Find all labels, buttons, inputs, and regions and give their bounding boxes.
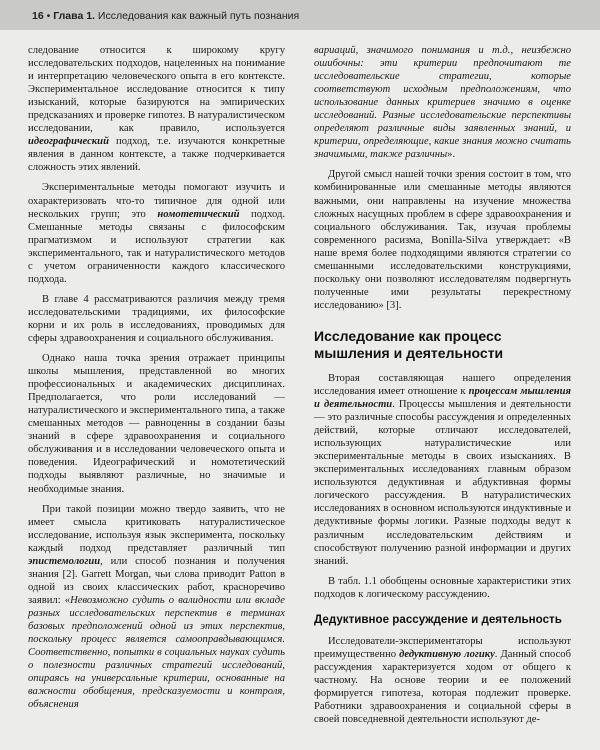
right-column — [314, 44, 571, 726]
subsection-heading: Дедуктивное рассуждение и деятельность — [314, 612, 562, 626]
paragraph: Экспериментальные методы помогают изучить и охарактеризовать что-то типичное для одной или нескольких групп; это номотетический подход. Смешанные методы связаны с философским прагматизмом и используют стратегии как экспериментального, так и натуралистического методов с учетом ограниченности каждого классического подхода. — [28, 182, 285, 285]
section-heading: Исследование как процесс мышления и деятельности — [314, 327, 504, 361]
quote-continuation: вариаций, значимого понимания и т.д., неизбежно ошибочны: эти критерии предпочитают те исследовательские стратегии, которые соответствуют исходным предположениям, что использование данных критериев значимо в оценке исследований. Разные исследовательские перспективы определяют различные виды заявленных знаний, и критерии, определяющие, какие знания можно считать значимыми, также различны — [314, 45, 571, 161]
paragraph: следование относится к широкому кругу исследовательских подходов, нацеленных на понимание и интерпретацию человеческого опыта в его контексте. Экспериментальное исследование относится к типу изысканий, которые базируются на эмпирических предсказаниях и проверке гипотез. В натуралистическом исследовании, как правило, используется идеографический подход, т.е. изучаются конкретные явления в данном контексте, а также подчеркивается сложность этих явлений. — [28, 45, 285, 174]
paragraph: Другой смысл нашей точки зрения состоит в том, что комбинированные или смешанные методы являются важными, они направлены на изучение множества сложных насущных проблем в сфере здравоохранения и социального обслуживания. Так, изучая проблемы современного расизма, Bonilla-Silva утверждает: «В наше время более подходящими являются стратегии со смешанными исследовательскими конструкциями, поскольку они позволяют исследователям подвергнуть полученные ими результаты перекрестному исследованию» [3]. — [314, 169, 571, 311]
page-number: 16 — [32, 10, 44, 22]
paragraph: Однако наша точка зрения отражает принципы школы мышления, представленной во многих профессиональных и академических дисциплинах. Предполагается, что роли исследований — натуралистического и экспериментального типа, а также смешанных методов — равноценны в создании базы знаний в сфере здравоохранения и социального обслуживания и в исследовании человеческого опыта и поведения. Идеографический и номотетический подходы выявляют различные, но значимые и необходимые знания. — [28, 353, 285, 495]
term-thinking-processes: процессам мышления и деятельности — [314, 385, 571, 411]
paragraph: вариаций, значимого понимания и т.д., неизбежно ошибочны: эти критерии предпочитают те исследовательские стратегии, которые соответствуют исходным предположениям, что использование данных критериев значимо в оценке исследований. Разные исследовательские перспективы определяют различные виды заявленных знаний, и критерии, определяющие, какие знания можно считать значимыми, также различны». — [314, 45, 571, 161]
paragraph: Вторая составляющая нашего определения исследования имеет отношение к процессам мышления и деятельности. Процессы мышления и деятельности — это различные способы рассуждения и определенных действий, которые отличают исследователей, использующих натуралистические или экспериментальные методы в своих изысканиях. В экспериментальных исследованиях главным образом используются дедуктивная и абдуктивная формы логического рассуждения. В натуралистических исследованиях в основном используются индуктивные и дедуктивные формы логики. Разные подходы ведут к различным исследовательским действиям и способствуют получению разной информации и других знаний. — [314, 372, 571, 567]
term-nomothetic: номотетический — [157, 208, 240, 220]
paragraph: В главе 4 рассматриваются различия между тремя исследовательскими традициями, их философские корни и их роль в исследованиях, проводимых для сферы здравоохранения и социального обслуживания. — [28, 293, 285, 344]
paragraph: В табл. 1.1 обобщены основные характеристики этих подходов к логическому рассуждению. — [314, 575, 571, 600]
bullet-separator: • — [46, 10, 54, 22]
chapter-label: Глава 1. — [53, 10, 95, 22]
term-idiographic: идеографический — [28, 136, 109, 148]
paragraph: При такой позиции можно твердо заявить, что не имеет смысла критиковать натуралистическое исследование, используя язык эксперимента, поскольку каждый подход представляет различный тип эпистемологии, или способ познания и получения знания [2]. Garrett Morgan, чьи слова приводит Patton в одной из своих классических работ, красноречиво заявил: «Невозможно судить о валидности или вкладе разных исследовательских перспектив в терминах базовых предположений одной из этих перспектив, поскольку процесс является самооправдывающимся. Соответственно, попытки в социальных науках судить о полезности различных стратегий исследований, опираясь на универсальные критерии, основанные на важности обобщения, предсказуемости и контроля, объяснения — [28, 503, 285, 711]
paragraph: Исследователи-экспериментаторы используют преимущественно дедуктивную логику. Данный способ рассуждения характеризуется ходом от общего к частному. На основе теории и ее положений формируется гипотеза, которая подлежит проверке. Работники здравоохранения и социальной сферы в своей повседневной деятельности используют де- — [314, 635, 571, 726]
chapter-title: Исследования как важный путь познания — [97, 10, 300, 22]
term-deductive-logic: дедуктивную логику — [399, 648, 495, 660]
term-epistemology: эпистемологии — [28, 555, 101, 567]
left-column — [28, 44, 285, 711]
running-header — [32, 10, 299, 22]
quote-text: Невозможно судить о валидности или вкладе разных исследовательских перспектив в терминах базовых предположений одной из этих перспектив, поскольку процесс является самооправдывающимся. Соответственно, попытки в социальных науках судить о полезности различных стратегий исследований, опираясь на универсальные критерии, основанные на важности обобщения, предсказуемости и контроля, объяснения — [28, 594, 285, 711]
